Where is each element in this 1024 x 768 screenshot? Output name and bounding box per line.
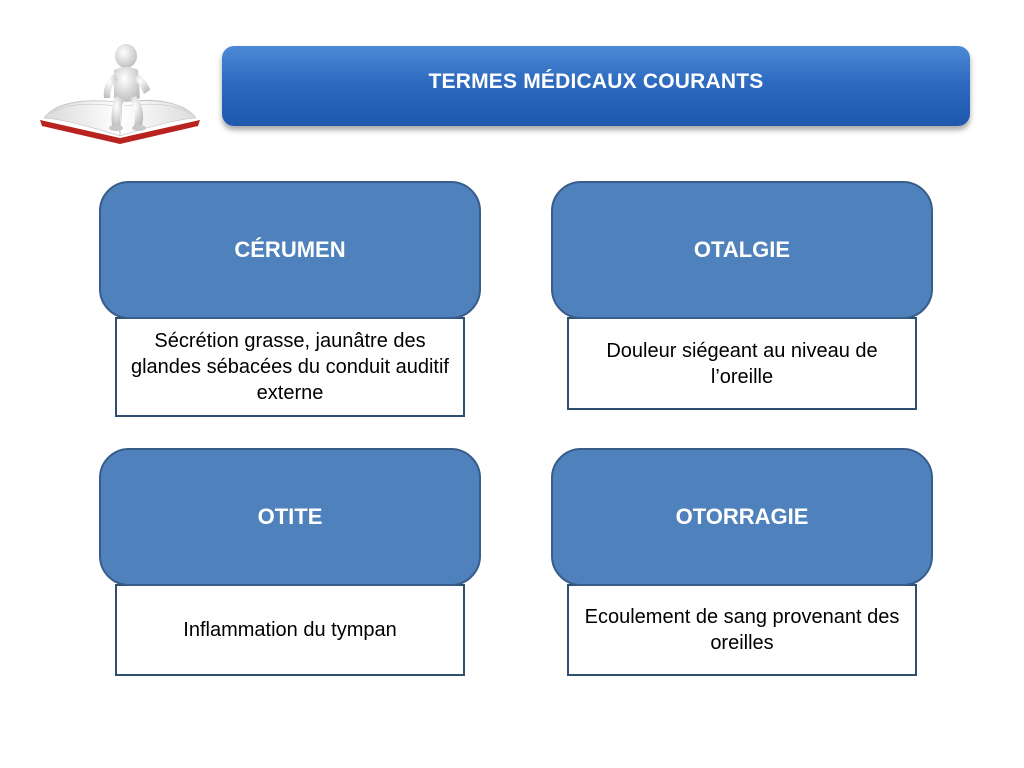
- person-reading-book-icon: [30, 40, 210, 150]
- term-definition: Sécrétion grasse, jaunâtre des glandes sébacées du conduit auditif externe: [115, 317, 465, 417]
- term-definition: Ecoulement de sang provenant des oreilles: [567, 584, 917, 676]
- page-title: TERMES MÉDICAUX COURANTS: [428, 70, 764, 93]
- term-definition: Douleur siégeant au niveau de l’oreille: [567, 317, 917, 410]
- term-card-otorragie: [551, 448, 933, 677]
- term-card-cerumen: [99, 181, 481, 418]
- term-heading: OTORRAGIE: [551, 448, 933, 586]
- term-heading: OTALGIE: [551, 181, 933, 319]
- term-heading: OTITE: [99, 448, 481, 586]
- term-definition: Inflammation du tympan: [115, 584, 465, 676]
- title-banner: [222, 46, 970, 126]
- term-card-otite: [99, 448, 481, 677]
- term-card-otalgie: [551, 181, 933, 411]
- term-heading: CÉRUMEN: [99, 181, 481, 319]
